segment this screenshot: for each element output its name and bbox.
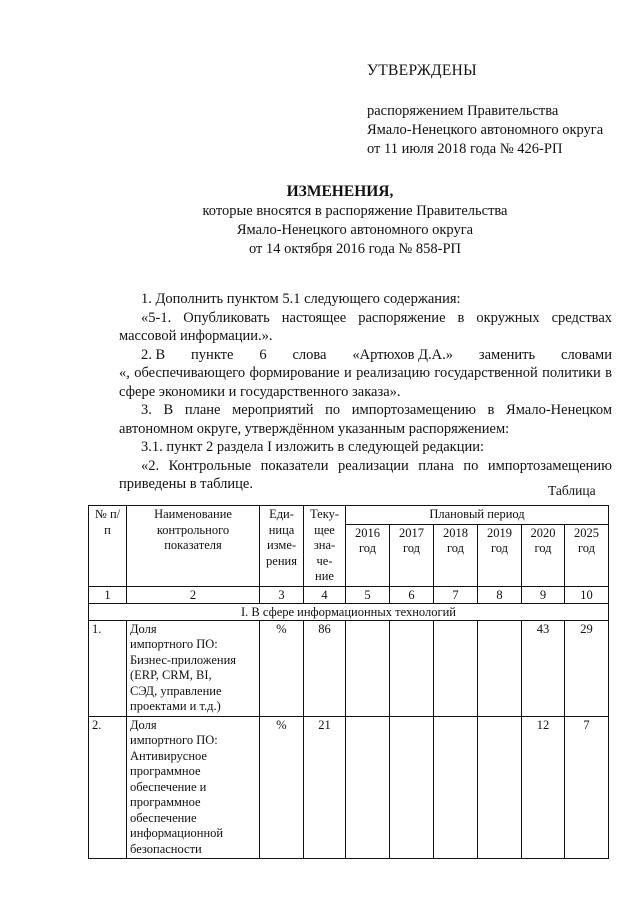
paragraph-5: 3.1. пункт 2 раздела I изложить в следующей редакции: [141, 439, 485, 455]
header-year: 2017 год [390, 524, 434, 586]
document-heading [0, 183, 640, 259]
row-unit: % [260, 620, 304, 716]
column-number: 2 [127, 586, 260, 603]
row-num: 2. [89, 716, 127, 859]
heading-line-2: Ямало-Ненецкого автономного округа [236, 222, 474, 238]
row-name: Доля импортного ПО: Бизнес-приложения (ERP, CRM, BI, СЭД, управление проектами и т.д.) [127, 620, 260, 716]
column-number: 3 [260, 586, 304, 603]
row-num: 1. [89, 620, 127, 716]
paragraph-1: 1. Дополнить пунктом 5.1 следующего содержания: [141, 291, 461, 307]
approval-line-3: от 11 июля 2018 года № 426-РП [367, 141, 563, 157]
column-number: 5 [346, 586, 390, 603]
p3-word: 2. В [141, 346, 166, 363]
header-planned: Плановый период [346, 506, 609, 525]
column-number: 10 [565, 586, 609, 603]
row-2020: 12 [522, 716, 565, 859]
header-current: Теку- щее зна- че- ние [304, 506, 346, 587]
heading-line-3: от 14 октября 2016 года № 858-РП [248, 241, 462, 257]
document-body [119, 290, 612, 494]
approval-line-1: распоряжением Правительства [367, 103, 559, 119]
header-year: 2016 год [346, 524, 390, 586]
row-2025: 7 [565, 716, 609, 859]
row-2020: 43 [522, 620, 565, 716]
column-number: 7 [434, 586, 478, 603]
p3-word: 6 [259, 346, 267, 363]
paragraph-3-rest: «, обеспечивающего формирование и реализацию государственной политики в сфере экономики и государственного заказа». [119, 365, 612, 400]
header-year: 2025 год [565, 524, 609, 586]
section-title: I. В сфере информационных технологий [89, 603, 609, 620]
row-empty-cell [478, 716, 522, 859]
header-year: 2020 год [522, 524, 565, 586]
table-caption: Таблица [548, 483, 596, 498]
header-unit: Еди- ница изме- рения [260, 506, 304, 587]
row-current: 86 [304, 620, 346, 716]
header-year: 2018 год [434, 524, 478, 586]
row-empty-cell [346, 620, 390, 716]
column-number: 9 [522, 586, 565, 603]
approval-line-2: Ямало-Ненецкого автономного округа [367, 122, 604, 138]
row-unit: % [260, 716, 304, 859]
row-empty-cell [434, 716, 478, 859]
table-header-row [89, 506, 609, 525]
indicators-table [88, 505, 609, 859]
column-number: 4 [304, 586, 346, 603]
row-empty-cell [390, 716, 434, 859]
paragraph-2: «5-1. Опубликовать настоящее распоряжение в окружных средствах массовой информации.». [119, 309, 612, 344]
row-current: 21 [304, 716, 346, 859]
p3-word: пункте [191, 346, 234, 363]
p3-word: «Артюхов Д.А.» [352, 346, 454, 363]
p3-word: слова [292, 346, 327, 363]
paragraph-4: 3. В плане мероприятий по импортозамещению в Ямало-Ненецком автономном округе, утверждённом указанным распоряжением: [119, 402, 612, 437]
table-row [89, 716, 609, 859]
row-2025: 29 [565, 620, 609, 716]
paragraph-6: «2. Контрольные показатели реализации плана по импортозамещению приведены в таблице. [119, 457, 612, 492]
section-row [89, 603, 609, 620]
approval-title: УТВЕРЖДЕНЫ [367, 62, 477, 79]
heading-line-1: которые вносятся в распоряжение Правительства [202, 203, 508, 219]
p3-word: словами [561, 346, 612, 363]
header-year: 2019 год [478, 524, 522, 586]
row-empty-cell [478, 620, 522, 716]
document-title: ИЗМЕНЕНИЯ, [286, 183, 394, 200]
row-empty-cell [390, 620, 434, 716]
approval-block [367, 102, 603, 159]
header-num: № п/п [89, 506, 127, 587]
column-numbers-row [89, 586, 609, 603]
header-name: Наименование контрольного показателя [127, 506, 260, 587]
p3-word: заменить [478, 346, 536, 363]
row-name: Доля импортного ПО: Антивирусное программное обеспечение и программное обеспечение информационной безопасности [127, 716, 260, 859]
column-number: 1 [89, 586, 127, 603]
column-number: 8 [478, 586, 522, 603]
paragraph-3-first-line [119, 346, 612, 365]
row-empty-cell [346, 716, 390, 859]
column-number: 6 [390, 586, 434, 603]
row-empty-cell [434, 620, 478, 716]
table-row [89, 620, 609, 716]
